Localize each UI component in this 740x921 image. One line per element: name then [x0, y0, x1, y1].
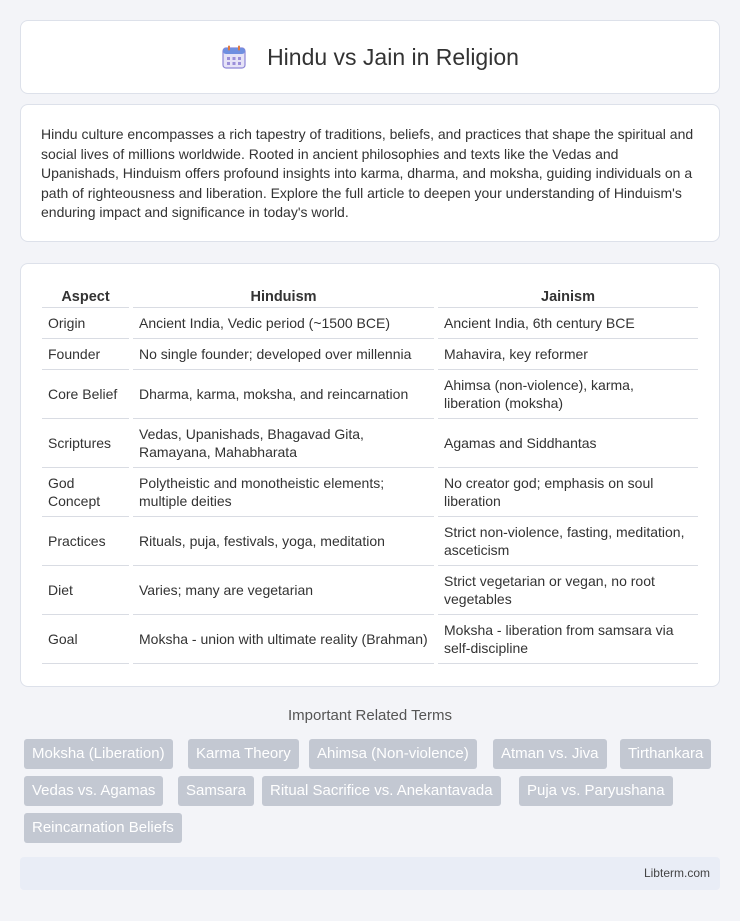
page-title: Hindu vs Jain in Religion: [267, 43, 519, 70]
column-header-aspect: Aspect: [42, 284, 129, 308]
table-row: [42, 419, 698, 468]
table-cell: Core Belief: [42, 370, 129, 419]
table-row: [42, 370, 698, 419]
table-cell: No creator god; emphasis on soul liberation: [438, 468, 698, 517]
table-cell: Moksha - union with ultimate reality (Brahman): [133, 615, 434, 664]
comparison-card: [20, 263, 720, 687]
table-cell: Ahimsa (non-violence), karma, liberation (moksha): [438, 370, 698, 419]
table-row: [42, 517, 698, 566]
table-cell: Founder: [42, 339, 129, 370]
table-cell: Ancient India, Vedic period (~1500 BCE): [133, 308, 434, 339]
tag-puja-vs-paryushana[interactable]: Puja vs. Paryushana: [519, 776, 673, 806]
comparison-table: [38, 284, 702, 664]
table-row: [42, 308, 698, 339]
table-cell: Strict vegetarian or vegan, no root vegetables: [438, 566, 698, 615]
table-cell: Agamas and Siddhantas: [438, 419, 698, 468]
table-cell: Polytheistic and monotheistic elements; multiple deities: [133, 468, 434, 517]
table-cell: Moksha - liberation from samsara via self-discipline: [438, 615, 698, 664]
table-cell: Diet: [42, 566, 129, 615]
table-cell: Strict non-violence, fasting, meditation, asceticism: [438, 517, 698, 566]
table-cell: No single founder; developed over millennia: [133, 339, 434, 370]
table-cell: Dharma, karma, moksha, and reincarnation: [133, 370, 434, 419]
tag-vedas-vs-agamas[interactable]: Vedas vs. Agamas: [24, 776, 163, 806]
table-row: [42, 339, 698, 370]
tag-ritual-sacrifice[interactable]: Ritual Sacrifice vs. Anekantavada: [262, 776, 501, 806]
calendar-icon: [221, 44, 247, 70]
table-cell: Vedas, Upanishads, Bhagavad Gita, Ramayana, Mahabharata: [133, 419, 434, 468]
tag-reincarnation-beliefs[interactable]: Reincarnation Beliefs: [24, 813, 182, 843]
table-cell: Varies; many are vegetarian: [133, 566, 434, 615]
table-row: [42, 468, 698, 517]
table-cell: Goal: [42, 615, 129, 664]
column-header-jainism: Jainism: [438, 284, 698, 308]
tag-samsara[interactable]: Samsara: [178, 776, 254, 806]
table-cell: Rituals, puja, festivals, yoga, meditation: [133, 517, 434, 566]
page-header: [20, 20, 720, 94]
table-cell: Scriptures: [42, 419, 129, 468]
table-row: [42, 615, 698, 664]
table-cell: Ancient India, 6th century BCE: [438, 308, 698, 339]
tag-atman-vs-jiva[interactable]: Atman vs. Jiva: [493, 739, 607, 769]
tag-moksha[interactable]: Moksha (Liberation): [24, 739, 173, 769]
tag-karma-theory[interactable]: Karma Theory: [188, 739, 299, 769]
intro-text: Hindu culture encompasses a rich tapestry of traditions, beliefs, and practices that shape the spiritual and social lives of millions worldwide. Rooted in ancient philosophies and texts like the Vedas and Upanishads, Hinduism offers profound insights into karma, dharma, and moksha, guiding individuals on a path of righteousness and liberation. Explore the full article to deepen your understanding of Hinduism's enduring impact and significance in today's world.: [41, 126, 694, 221]
footer: [20, 857, 720, 890]
table-cell: God Concept: [42, 468, 129, 517]
tag-tirthankara[interactable]: Tirthankara: [620, 739, 711, 769]
tag-ahimsa[interactable]: Ahimsa (Non-violence): [309, 739, 477, 769]
intro-card: [20, 104, 720, 242]
footer-site-link[interactable]: Libterm.com: [643, 866, 710, 880]
column-header-hinduism: Hinduism: [133, 284, 434, 308]
table-cell: Practices: [42, 517, 129, 566]
table-cell: Mahavira, key reformer: [438, 339, 698, 370]
table-cell: Origin: [42, 308, 129, 339]
related-terms-title: Important Related Terms: [288, 707, 452, 724]
table-row: [42, 566, 698, 615]
